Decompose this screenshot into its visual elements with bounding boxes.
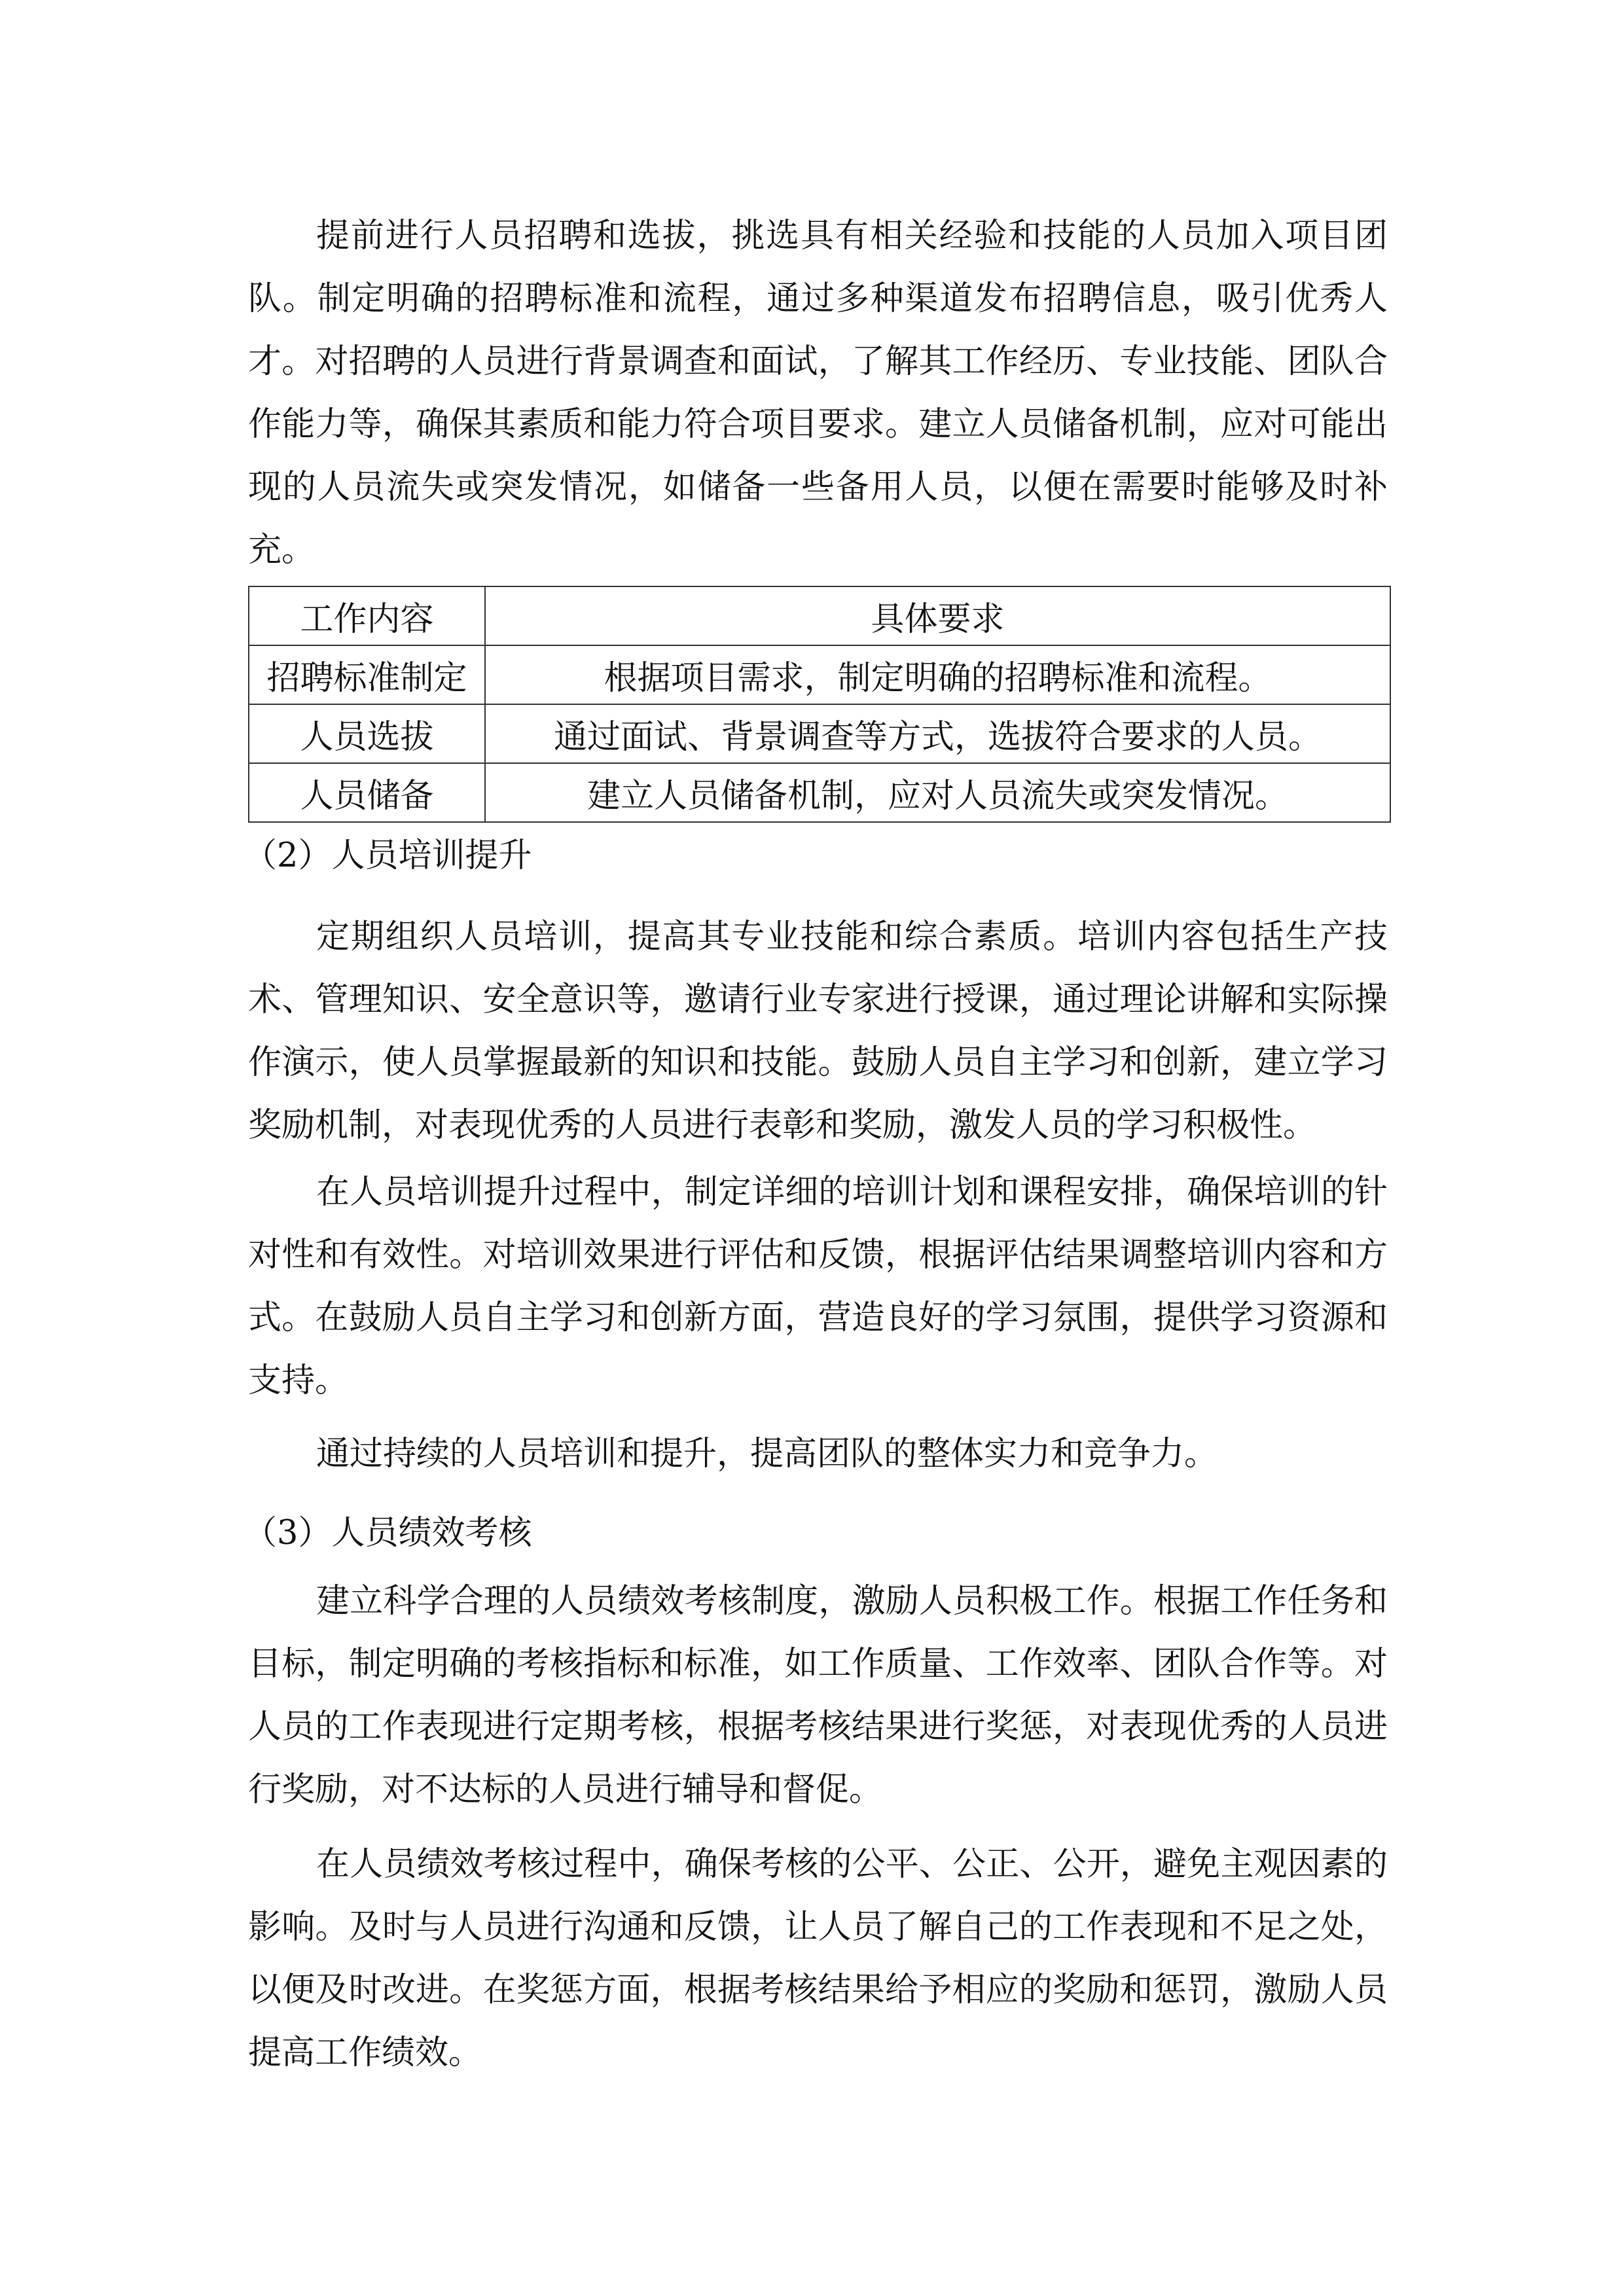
text-line: 在人员培训提升过程中，制定详细的培训计划和课程安排，确保培训的针 bbox=[316, 1173, 1388, 1211]
text-line: 对性和有效性。对培训效果进行评估和反馈，根据评估结果调整培训内容和方 bbox=[248, 1236, 1388, 1274]
text-line: 人员的工作表现进行定期考核，根据考核结果进行奖惩，对表现优秀的人员进 bbox=[248, 1708, 1388, 1746]
text-line: 建立科学合理的人员绩效考核制度，激励人员积极工作。根据工作任务和 bbox=[316, 1582, 1388, 1621]
text-line: 现的人员流失或突发情况，如储备一些备用人员，以便在需要时能够及时补 bbox=[248, 468, 1388, 507]
text-line: 目标，制定明确的考核指标和标准，如工作质量、工作效率、团队合作等。对 bbox=[248, 1645, 1388, 1683]
text-line: 提前进行人员招聘和选拔，挑选具有相关经验和技能的人员加入项目团 bbox=[316, 217, 1388, 255]
table-header-cell: 工作内容 bbox=[249, 586, 485, 645]
paragraph-training-2 bbox=[248, 1161, 1388, 1412]
text-line: 以便及时改进。在奖惩方面，根据考核结果给予相应的奖励和惩罚，激励人员 bbox=[248, 1971, 1388, 2009]
text-line: 通过持续的人员培训和提升，提高团队的整体实力和竞争力。 bbox=[316, 1435, 1218, 1473]
text-line: 定期组织人员培训，提高其专业技能和综合素质。培训内容包括生产技 bbox=[316, 918, 1388, 956]
text-line: 行奖励，对不达标的人员进行辅导和督促。 bbox=[248, 1770, 883, 1809]
text-line: 提高工作绩效。 bbox=[248, 2034, 482, 2072]
section-heading-performance: （3）人员绩效考核 bbox=[244, 1514, 532, 1552]
text-line: 队。制定明确的招聘标准和流程，通过多种渠道发布招聘信息，吸引优秀人 bbox=[248, 279, 1388, 318]
table-cell: 人员储备 bbox=[249, 763, 485, 822]
paragraph-performance-1 bbox=[248, 1570, 1388, 1821]
table-row bbox=[249, 763, 1390, 822]
text-line: 术、管理知识、安全意识等，邀请行业专家进行授课，通过理论讲解和实际操 bbox=[248, 980, 1388, 1019]
table-cell: 通过面试、背景调查等方式，选拔符合要求的人员。 bbox=[485, 704, 1390, 763]
paragraph-training-3 bbox=[248, 1423, 1388, 1486]
recruitment-table bbox=[248, 586, 1391, 823]
text-line: 在人员绩效考核过程中，确保考核的公平、公正、公开，避免主观因素的 bbox=[316, 1845, 1388, 1884]
table-cell: 人员选拔 bbox=[249, 704, 485, 763]
table-cell: 招聘标准制定 bbox=[249, 645, 485, 704]
text-line: 支持。 bbox=[248, 1361, 349, 1400]
text-line: 作能力等，确保其素质和能力符合项目要求。建立人员储备机制，应对可能出 bbox=[248, 405, 1388, 444]
paragraph-training-1 bbox=[248, 906, 1388, 1157]
table-cell: 根据项目需求，制定明确的招聘标准和流程。 bbox=[485, 645, 1390, 704]
section-heading-training: （2）人员培训提升 bbox=[244, 836, 532, 875]
text-line: 式。在鼓励人员自主学习和创新方面，营造良好的学习氛围，提供学习资源和 bbox=[248, 1299, 1388, 1337]
table-row bbox=[249, 645, 1390, 704]
text-line: 影响。及时与人员进行沟通和反馈，让人员了解自己的工作表现和不足之处， bbox=[248, 1908, 1388, 1946]
text-line: 作演示，使人员掌握最新的知识和技能。鼓励人员自主学习和创新，建立学习 bbox=[248, 1043, 1388, 1082]
paragraph-performance-2 bbox=[248, 1833, 1388, 2085]
text-line: 才。对招聘的人员进行背景调查和面试，了解其工作经历、专业技能、团队合 bbox=[248, 342, 1388, 381]
table-row bbox=[249, 704, 1390, 763]
table-header-cell: 具体要求 bbox=[485, 586, 1390, 645]
table-header-row bbox=[249, 586, 1390, 645]
text-line: 充。 bbox=[248, 531, 316, 569]
text-line: 奖励机制，对表现优秀的人员进行表彰和奖励，激发人员的学习积极性。 bbox=[248, 1106, 1317, 1145]
table-cell: 建立人员储备机制，应对人员流失或突发情况。 bbox=[485, 763, 1390, 822]
paragraph-recruitment bbox=[248, 205, 1388, 582]
